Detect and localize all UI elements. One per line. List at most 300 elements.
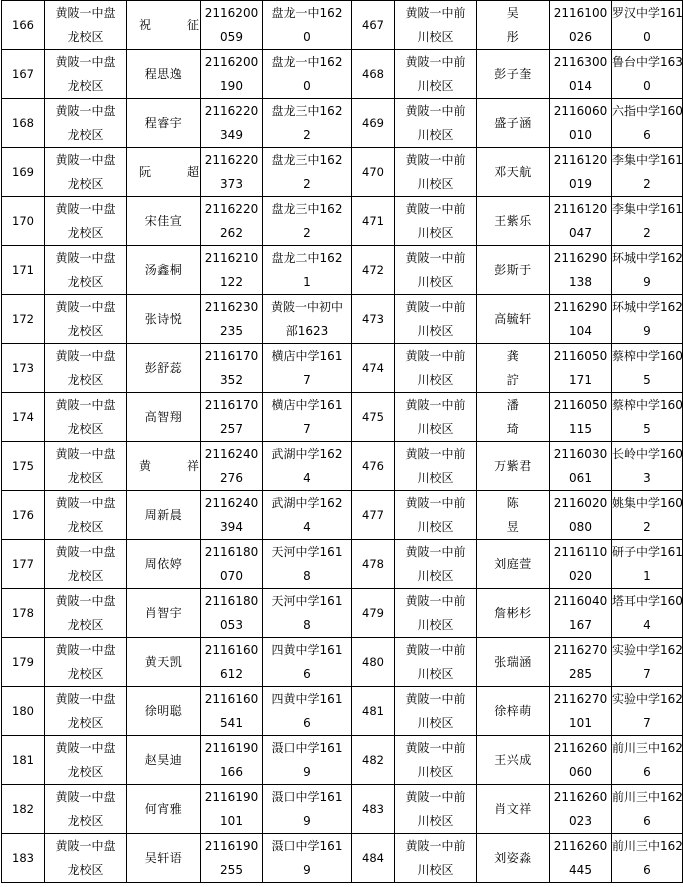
right-origin-school-cell <box>612 246 683 295</box>
left-student-id: 2116160 612 <box>204 643 259 681</box>
table-row <box>2 638 683 687</box>
left-student-name-cell <box>127 491 201 540</box>
left-origin-school: 天河中学161 8 <box>271 545 343 583</box>
right-admitted-school-cell <box>395 442 477 491</box>
table-row <box>2 834 683 883</box>
right-origin-school: 前川三中162 6 <box>612 790 683 828</box>
left-record-number: 167 <box>12 67 34 81</box>
left-student-id-cell <box>201 99 263 148</box>
left-student-id: 2116200 059 <box>204 6 259 44</box>
left-student-name: 宋佳宣 <box>144 214 183 228</box>
right-record-number-cell <box>352 589 395 638</box>
left-origin-school-cell <box>263 1 352 50</box>
left-student-name: 高智翔 <box>144 410 183 424</box>
right-record-number-cell <box>352 148 395 197</box>
right-record-number-cell <box>352 540 395 589</box>
left-student-id-cell <box>201 540 263 589</box>
left-student-id-cell <box>201 834 263 883</box>
table-body <box>2 1 683 883</box>
left-student-id-cell <box>201 197 263 246</box>
right-record-number: 476 <box>362 459 384 473</box>
right-origin-school: 长岭中学160 3 <box>612 447 683 485</box>
right-student-id-cell <box>550 491 612 540</box>
left-record-number-cell <box>2 442 45 491</box>
right-admitted-school-cell <box>395 393 477 442</box>
left-student-name: 张诗悦 <box>144 312 183 326</box>
left-student-id-cell <box>201 785 263 834</box>
left-student-name: 吴轩语 <box>144 851 183 865</box>
table-row <box>2 442 683 491</box>
left-admitted-school: 黄陂一中盘 龙校区 <box>55 545 116 583</box>
right-admitted-school-cell <box>395 1 477 50</box>
left-admitted-school: 黄陂一中盘 龙校区 <box>55 202 116 240</box>
left-origin-school-cell <box>263 687 352 736</box>
left-origin-school-cell <box>263 834 352 883</box>
left-record-number: 171 <box>12 263 34 277</box>
left-student-id: 2116200 190 <box>204 55 259 93</box>
left-record-number-cell <box>2 589 45 638</box>
right-record-number-cell <box>352 50 395 99</box>
right-origin-school-cell <box>612 491 683 540</box>
left-record-number-cell <box>2 1 45 50</box>
right-record-number-cell <box>352 687 395 736</box>
left-admitted-school-cell <box>45 687 127 736</box>
right-record-number-cell <box>352 393 395 442</box>
right-origin-school-cell <box>612 197 683 246</box>
table-row <box>2 246 683 295</box>
right-record-number-cell <box>352 638 395 687</box>
left-student-name: 祝 征 <box>139 18 212 32</box>
right-admitted-school: 黄陂一中前 川校区 <box>405 300 466 338</box>
right-admitted-school: 黄陂一中前 川校区 <box>405 839 466 877</box>
right-student-id: 2116260 023 <box>553 790 608 828</box>
right-student-name: 刘庭萱 <box>494 557 532 571</box>
left-record-number-cell <box>2 638 45 687</box>
right-student-id: 2116030 061 <box>553 447 608 485</box>
right-student-id: 2116040 167 <box>553 594 608 632</box>
table-row <box>2 197 683 246</box>
right-record-number: 473 <box>362 312 384 326</box>
left-student-id-cell <box>201 344 263 393</box>
left-origin-school-cell <box>263 540 352 589</box>
right-student-name: 盛子涵 <box>494 116 532 130</box>
left-record-number: 175 <box>12 459 34 473</box>
table-row <box>2 295 683 344</box>
left-origin-school-cell <box>263 736 352 785</box>
right-student-id-cell <box>550 442 612 491</box>
right-origin-school-cell <box>612 442 683 491</box>
left-student-name-cell <box>127 589 201 638</box>
right-student-id-cell <box>550 393 612 442</box>
right-record-number-cell <box>352 246 395 295</box>
right-student-id: 2116260 060 <box>553 741 608 779</box>
right-student-name: 邓天航 <box>494 165 532 179</box>
right-student-id-cell <box>550 246 612 295</box>
left-admitted-school-cell <box>45 491 127 540</box>
right-record-number-cell <box>352 736 395 785</box>
right-admitted-school: 黄陂一中前 川校区 <box>405 643 466 681</box>
table-row <box>2 540 683 589</box>
right-record-number: 468 <box>362 67 384 81</box>
right-origin-school: 实验中学162 7 <box>612 643 683 681</box>
left-origin-school: 四黄中学161 6 <box>271 692 343 730</box>
left-student-name-cell <box>127 736 201 785</box>
right-student-name: 徐梓萌 <box>494 704 532 718</box>
left-admitted-school-cell <box>45 344 127 393</box>
left-record-number-cell <box>2 834 45 883</box>
left-student-id-cell <box>201 50 263 99</box>
left-student-id: 2116220 373 <box>204 153 259 191</box>
left-origin-school-cell <box>263 246 352 295</box>
right-record-number: 474 <box>362 361 384 375</box>
left-origin-school-cell <box>263 393 352 442</box>
left-admitted-school: 黄陂一中盘 龙校区 <box>55 6 116 44</box>
right-record-number-cell <box>352 295 395 344</box>
left-student-name: 阮 超 <box>139 165 212 179</box>
left-student-id: 2116180 053 <box>204 594 259 632</box>
right-record-number: 469 <box>362 116 384 130</box>
right-student-name-cell <box>477 197 550 246</box>
left-admitted-school: 黄陂一中盘 龙校区 <box>55 594 116 632</box>
right-origin-school: 李集中学161 2 <box>612 202 683 240</box>
right-student-id: 2116020 080 <box>553 496 608 534</box>
left-student-name: 赵昊迪 <box>144 753 183 767</box>
left-origin-school-cell <box>263 197 352 246</box>
table-row <box>2 99 683 148</box>
right-student-name: 张瑞涵 <box>494 655 532 669</box>
right-origin-school: 蔡榨中学160 5 <box>612 349 683 387</box>
right-record-number: 481 <box>362 704 384 718</box>
right-origin-school-cell <box>612 393 683 442</box>
left-admitted-school: 黄陂一中盘 龙校区 <box>55 55 116 93</box>
left-admitted-school: 黄陂一中盘 龙校区 <box>55 496 116 534</box>
right-student-name: 肖文祥 <box>494 802 532 816</box>
left-student-name: 黄 祥 <box>139 459 212 473</box>
left-student-id-cell <box>201 295 263 344</box>
right-admitted-school-cell <box>395 785 477 834</box>
left-student-id: 2116240 394 <box>204 496 259 534</box>
right-record-number: 479 <box>362 606 384 620</box>
right-student-name-cell <box>477 442 550 491</box>
left-student-id: 2116240 276 <box>204 447 259 485</box>
right-record-number: 482 <box>362 753 384 767</box>
left-student-name: 程睿宇 <box>144 116 183 130</box>
right-student-id-cell <box>550 344 612 393</box>
right-student-id: 2116120 047 <box>553 202 608 240</box>
left-student-id: 2116160 541 <box>204 692 259 730</box>
left-origin-school: 黄陂一中初中 部1623 <box>270 300 343 338</box>
left-student-id: 2116190 255 <box>204 839 259 877</box>
right-admitted-school: 黄陂一中前 川校区 <box>405 398 466 436</box>
left-admitted-school-cell <box>45 540 127 589</box>
left-record-number-cell <box>2 540 45 589</box>
left-record-number-cell <box>2 687 45 736</box>
left-student-name: 程思逸 <box>144 67 183 81</box>
left-record-number: 176 <box>12 508 34 522</box>
left-origin-school-cell <box>263 50 352 99</box>
left-student-name: 彭舒蕊 <box>144 361 183 375</box>
right-student-name-cell <box>477 638 550 687</box>
right-record-number: 467 <box>362 18 384 32</box>
right-student-id: 2116100 026 <box>553 6 608 44</box>
left-record-number: 169 <box>12 165 34 179</box>
right-record-number-cell <box>352 1 395 50</box>
left-origin-school: 滠口中学161 9 <box>271 839 343 877</box>
right-student-name-cell <box>477 50 550 99</box>
left-admitted-school: 黄陂一中盘 龙校区 <box>55 300 116 338</box>
left-admitted-school: 黄陂一中盘 龙校区 <box>55 790 116 828</box>
right-origin-school-cell <box>612 99 683 148</box>
right-student-name-cell <box>477 785 550 834</box>
left-record-number-cell <box>2 148 45 197</box>
left-record-number-cell <box>2 99 45 148</box>
right-record-number-cell <box>352 442 395 491</box>
right-student-name-cell <box>477 344 550 393</box>
right-record-number-cell <box>352 785 395 834</box>
left-record-number-cell <box>2 491 45 540</box>
left-student-name: 何宵雅 <box>144 802 183 816</box>
left-student-id-cell <box>201 246 263 295</box>
right-student-name: 王紫乐 <box>494 214 532 228</box>
right-student-name-cell <box>477 687 550 736</box>
left-record-number-cell <box>2 393 45 442</box>
left-student-id-cell <box>201 736 263 785</box>
left-student-name-cell <box>127 540 201 589</box>
right-admitted-school-cell <box>395 687 477 736</box>
right-admitted-school: 黄陂一中前 川校区 <box>405 790 466 828</box>
left-admitted-school-cell <box>45 295 127 344</box>
right-admitted-school: 黄陂一中前 川校区 <box>405 594 466 632</box>
left-student-name-cell <box>127 785 201 834</box>
left-record-number-cell <box>2 197 45 246</box>
right-student-id-cell <box>550 540 612 589</box>
right-admitted-school-cell <box>395 736 477 785</box>
left-record-number: 178 <box>12 606 34 620</box>
right-origin-school: 鲁台中学163 0 <box>612 55 683 93</box>
left-record-number: 170 <box>12 214 34 228</box>
right-record-number: 480 <box>362 655 384 669</box>
right-admitted-school: 黄陂一中前 川校区 <box>405 447 466 485</box>
left-student-id-cell <box>201 687 263 736</box>
right-student-name: 陈 昱 <box>506 496 520 534</box>
right-admitted-school-cell <box>395 99 477 148</box>
right-student-id-cell <box>550 50 612 99</box>
left-record-number-cell <box>2 344 45 393</box>
right-origin-school: 实验中学162 7 <box>612 692 683 730</box>
left-student-name-cell <box>127 834 201 883</box>
left-student-name-cell <box>127 687 201 736</box>
right-origin-school-cell <box>612 1 683 50</box>
left-admitted-school-cell <box>45 197 127 246</box>
table-row <box>2 393 683 442</box>
right-admitted-school-cell <box>395 50 477 99</box>
right-student-name: 潘 琦 <box>506 398 520 436</box>
left-origin-school-cell <box>263 148 352 197</box>
left-student-name: 汤鑫桐 <box>144 263 183 277</box>
right-record-number-cell <box>352 197 395 246</box>
right-student-name: 詹彬杉 <box>494 606 532 620</box>
right-student-name-cell <box>477 148 550 197</box>
right-student-id: 2116120 019 <box>553 153 608 191</box>
right-origin-school: 李集中学161 2 <box>612 153 683 191</box>
right-admitted-school-cell <box>395 148 477 197</box>
left-origin-school-cell <box>263 638 352 687</box>
right-record-number: 483 <box>362 802 384 816</box>
left-admitted-school: 黄陂一中盘 龙校区 <box>55 447 116 485</box>
right-record-number: 478 <box>362 557 384 571</box>
left-origin-school-cell <box>263 491 352 540</box>
right-origin-school: 环城中学162 9 <box>612 251 683 289</box>
left-student-id: 2116230 235 <box>204 300 259 338</box>
left-student-id: 2116220 262 <box>204 202 259 240</box>
left-origin-school: 盘龙一中162 0 <box>271 55 343 93</box>
right-admitted-school: 黄陂一中前 川校区 <box>405 349 466 387</box>
right-origin-school-cell <box>612 540 683 589</box>
left-origin-school: 四黄中学161 6 <box>271 643 343 681</box>
right-origin-school: 六指中学160 6 <box>612 104 683 142</box>
left-student-name-cell <box>127 99 201 148</box>
right-student-id-cell <box>550 1 612 50</box>
right-student-id: 2116270 101 <box>553 692 608 730</box>
left-record-number: 181 <box>12 753 34 767</box>
left-admitted-school: 黄陂一中盘 龙校区 <box>55 153 116 191</box>
right-student-name-cell <box>477 1 550 50</box>
left-origin-school-cell <box>263 442 352 491</box>
right-admitted-school-cell <box>395 295 477 344</box>
left-admitted-school: 黄陂一中盘 龙校区 <box>55 839 116 877</box>
left-admitted-school: 黄陂一中盘 龙校区 <box>55 251 116 289</box>
left-student-id: 2116170 257 <box>204 398 259 436</box>
left-student-id-cell <box>201 393 263 442</box>
left-student-name-cell <box>127 393 201 442</box>
left-admitted-school-cell <box>45 589 127 638</box>
right-admitted-school: 黄陂一中前 川校区 <box>405 741 466 779</box>
right-origin-school-cell <box>612 344 683 393</box>
left-origin-school-cell <box>263 344 352 393</box>
left-record-number: 182 <box>12 802 34 816</box>
left-student-name: 周新晨 <box>144 508 183 522</box>
right-admitted-school: 黄陂一中前 川校区 <box>405 104 466 142</box>
left-origin-school-cell <box>263 99 352 148</box>
right-admitted-school-cell <box>395 491 477 540</box>
left-student-name-cell <box>127 344 201 393</box>
left-origin-school-cell <box>263 589 352 638</box>
right-origin-school: 塔耳中学160 4 <box>612 594 683 632</box>
right-origin-school-cell <box>612 638 683 687</box>
admission-table <box>1 0 683 883</box>
right-student-id-cell <box>550 589 612 638</box>
right-origin-school-cell <box>612 834 683 883</box>
right-record-number: 484 <box>362 851 384 865</box>
right-student-name: 高毓轩 <box>494 312 532 326</box>
right-student-name: 龚 詝 <box>506 349 520 387</box>
left-student-name-cell <box>127 197 201 246</box>
left-record-number: 172 <box>12 312 34 326</box>
right-student-id-cell <box>550 834 612 883</box>
left-admitted-school: 黄陂一中盘 龙校区 <box>55 692 116 730</box>
left-record-number-cell <box>2 785 45 834</box>
left-origin-school: 盘龙三中162 2 <box>271 104 343 142</box>
left-origin-school: 横店中学161 7 <box>271 398 343 436</box>
right-student-id-cell <box>550 638 612 687</box>
left-record-number-cell <box>2 246 45 295</box>
right-origin-school: 前川三中162 6 <box>612 839 683 877</box>
left-student-id: 2116180 070 <box>204 545 259 583</box>
right-student-id: 2116300 014 <box>553 55 608 93</box>
left-record-number-cell <box>2 295 45 344</box>
right-record-number: 472 <box>362 263 384 277</box>
left-admitted-school: 黄陂一中盘 龙校区 <box>55 349 116 387</box>
right-origin-school-cell <box>612 50 683 99</box>
left-origin-school: 盘龙二中162 1 <box>271 251 343 289</box>
left-student-id-cell <box>201 638 263 687</box>
right-record-number-cell <box>352 99 395 148</box>
right-student-name: 王兴成 <box>494 753 532 767</box>
right-record-number: 470 <box>362 165 384 179</box>
right-admitted-school-cell <box>395 834 477 883</box>
right-origin-school: 罗汉中学161 0 <box>612 6 683 44</box>
right-student-id: 2116050 171 <box>553 349 608 387</box>
left-student-id-cell <box>201 491 263 540</box>
left-admitted-school-cell <box>45 246 127 295</box>
left-admitted-school: 黄陂一中盘 龙校区 <box>55 643 116 681</box>
left-student-name-cell <box>127 638 201 687</box>
right-student-name-cell <box>477 834 550 883</box>
table-row <box>2 687 683 736</box>
right-student-id-cell <box>550 736 612 785</box>
right-student-name-cell <box>477 540 550 589</box>
left-admitted-school-cell <box>45 638 127 687</box>
left-origin-school-cell <box>263 785 352 834</box>
right-student-id: 2116110 020 <box>553 545 608 583</box>
right-admitted-school: 黄陂一中前 川校区 <box>405 6 466 44</box>
right-student-name-cell <box>477 295 550 344</box>
left-record-number-cell <box>2 50 45 99</box>
right-student-id-cell <box>550 148 612 197</box>
right-student-id-cell <box>550 785 612 834</box>
left-admitted-school-cell <box>45 834 127 883</box>
right-student-name-cell <box>477 491 550 540</box>
right-record-number-cell <box>352 834 395 883</box>
left-origin-school: 横店中学161 7 <box>271 349 343 387</box>
right-origin-school: 研子中学161 1 <box>612 545 683 583</box>
right-record-number: 475 <box>362 410 384 424</box>
left-origin-school-cell <box>263 295 352 344</box>
right-student-id-cell <box>550 687 612 736</box>
right-record-number: 477 <box>362 508 384 522</box>
table-row <box>2 148 683 197</box>
left-admitted-school-cell <box>45 99 127 148</box>
right-student-id: 2116260 445 <box>553 839 608 877</box>
left-record-number: 173 <box>12 361 34 375</box>
left-student-name: 黄天凯 <box>144 655 183 669</box>
left-origin-school: 滠口中学161 9 <box>271 790 343 828</box>
left-student-name-cell <box>127 442 212 491</box>
left-student-name-cell <box>127 148 212 197</box>
right-admitted-school: 黄陂一中前 川校区 <box>405 153 466 191</box>
left-student-id-cell <box>201 589 263 638</box>
right-student-id: 2116050 115 <box>553 398 608 436</box>
right-student-id: 2116290 104 <box>553 300 608 338</box>
right-student-id: 2116060 010 <box>553 104 608 142</box>
table-row <box>2 589 683 638</box>
right-admitted-school-cell <box>395 540 477 589</box>
left-student-name: 周依婷 <box>144 557 183 571</box>
right-admitted-school-cell <box>395 246 477 295</box>
left-origin-school: 滠口中学161 9 <box>271 741 343 779</box>
right-admitted-school: 黄陂一中前 川校区 <box>405 496 466 534</box>
left-admitted-school-cell <box>45 393 127 442</box>
